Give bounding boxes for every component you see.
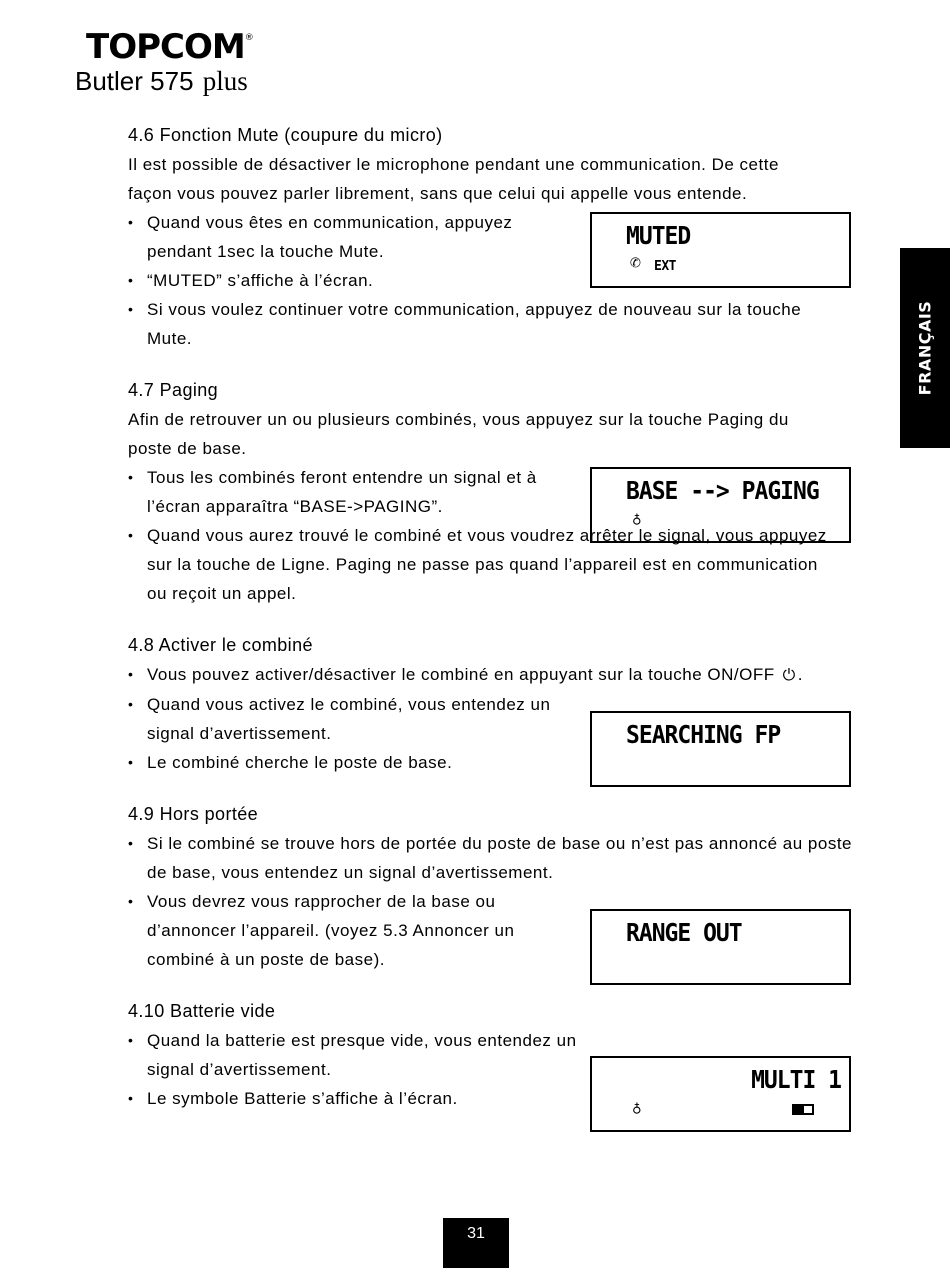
lcd-display-battery: [590, 1056, 851, 1132]
section-title: 4.8 Activer le combiné: [128, 635, 313, 655]
lcd-display-paging: [590, 467, 851, 543]
model-suffix: plus: [202, 66, 248, 96]
list-item: • Vous devrez vous rapprocher de la base ou d’annoncer l’appareil. (voyez 5.3 Annoncer un combiné à un poste de base).: [128, 887, 562, 974]
power-icon: ⏻: [782, 667, 796, 684]
model-name: [75, 68, 248, 95]
lcd-display-range: [590, 909, 851, 985]
lcd-display-searching: [590, 711, 851, 787]
brand-logo: [86, 27, 253, 67]
list-item: • Tous les combinés feront entendre un signal et à l’écran apparaîtra “BASE->PAGING”.: [128, 463, 567, 521]
language-label: FRANÇAIS: [915, 300, 935, 396]
paragraph-line: façon vous pouvez parler librement, sans que celui qui appelle vous entende.: [128, 184, 748, 203]
model-label: Butler 575: [75, 66, 194, 96]
section-title: 4.10 Batterie vide: [128, 1001, 276, 1021]
list-item: • Si le combiné se trouve hors de portée du poste de base ou n’est pas annoncé au poste de base, vous entendez un signal d’avertissement.: [128, 829, 862, 887]
section-title: 4.7 Paging: [128, 380, 219, 400]
list-item-text: Vous pouvez activer/désactiver le combiné en appuyant sur la touche ON/OFF: [147, 665, 775, 684]
section-title: 4.9 Hors portée: [128, 804, 259, 824]
list-item: • “MUTED” s’affiche à l’écran.: [128, 266, 853, 295]
lcd-text: SEARCHING FP: [626, 721, 781, 750]
handset-icon: ✆: [630, 252, 641, 273]
paragraph-line: Afin de retrouver un ou plusieurs combinés, vous appuyez sur la touche Paging du: [128, 410, 789, 429]
list-item: • Le symbole Batterie s’affiche à l’écran.: [128, 1084, 853, 1113]
list-item: • Quand vous êtes en communication, appuyez pendant 1sec la touche Mute.: [128, 208, 557, 266]
antenna-icon: ♁: [632, 1098, 642, 1117]
list-item: • Vous pouvez activer/désactiver le combiné en appuyant sur la touche ON/OFF ⏻ .: [128, 660, 853, 690]
list-item: • Si vous voulez continuer votre communication, appuyez de nouveau sur la touche Mute.: [128, 295, 807, 353]
paragraph-line: poste de base.: [128, 439, 247, 458]
antenna-icon: ♁: [632, 509, 642, 528]
page-number: 31: [443, 1218, 509, 1268]
lcd-text: BASE --> PAGING: [626, 477, 819, 506]
battery-icon: [792, 1104, 814, 1115]
list-item: • Le combiné cherche le poste de base.: [128, 748, 853, 777]
lcd-display-muted: [590, 212, 851, 288]
lcd-text: MUTED: [626, 222, 691, 251]
brand-name: TOPCOM: [86, 27, 245, 67]
list-item: • Quand la batterie est presque vide, vous entendez un signal d’avertissement.: [128, 1026, 577, 1084]
lcd-text: RANGE OUT: [626, 919, 742, 948]
paragraph-line: Il est possible de désactiver le microphone pendant une communication. De cette: [128, 155, 779, 174]
section-title: 4.6 Fonction Mute (coupure du micro): [128, 125, 443, 145]
language-tab: [900, 248, 950, 448]
lcd-ext-tag: EXT: [654, 259, 676, 274]
registered-mark: ®: [244, 33, 253, 43]
list-item: • Quand vous aurez trouvé le combiné et vous voudrez arrêter le signal, vous appuyez sur la touche de Ligne. Paging ne passe pas quand l’appareil est en communication ou reçoit un appel.: [128, 521, 837, 608]
list-item: • Quand vous activez le combiné, vous entendez un signal d’avertissement.: [128, 690, 577, 748]
lcd-text: MULTI 1: [751, 1066, 841, 1095]
